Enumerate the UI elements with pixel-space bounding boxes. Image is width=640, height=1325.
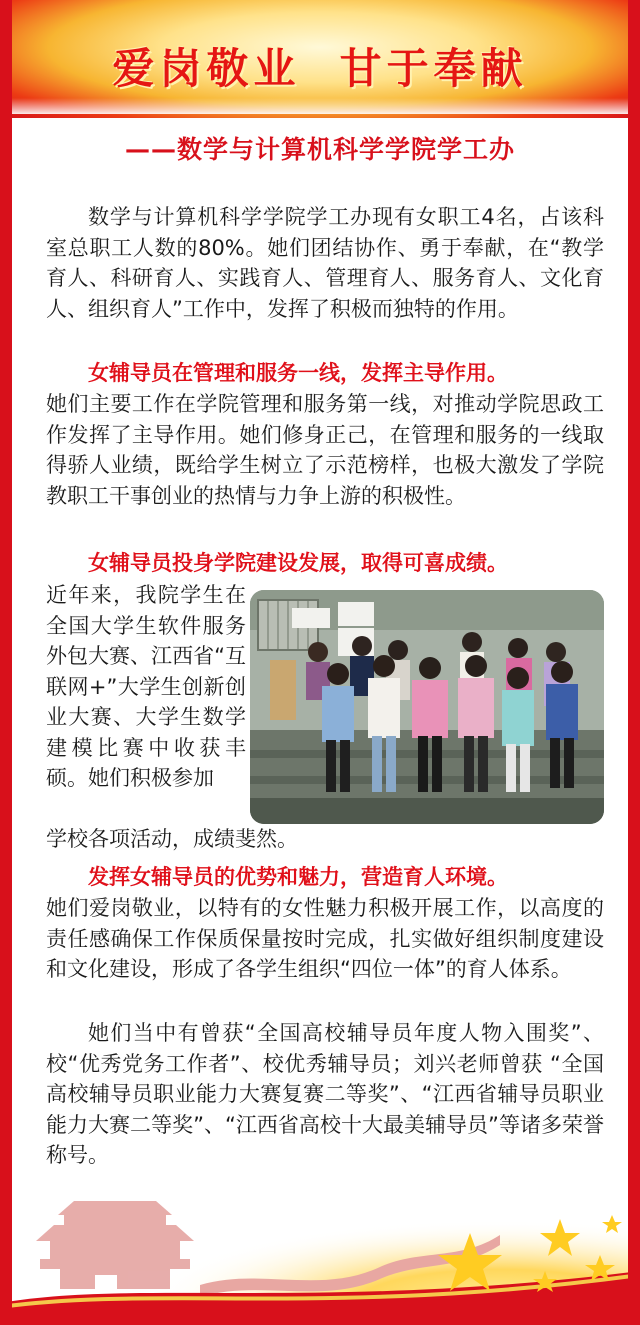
section-heading-development: 女辅导员投身学院建设发展，取得可喜成绩。 bbox=[88, 551, 508, 575]
decoration-illustration bbox=[0, 1175, 640, 1325]
paragraph-environment: 她们爱岗敬业，以特有的女性魅力积极开展工作，以高度的责任感确保工作保质保量按时完成，扎实做好组织制度建设和文化建设，形成了各学生组织“四位一体”的育人体系。 bbox=[46, 896, 604, 981]
page-title: 爱岗敬业 甘于奉献 bbox=[112, 44, 528, 93]
top-banner bbox=[0, 0, 640, 118]
paragraph-intro: 数学与计算机科学学院学工办现有女职工4名，占该科室总职工人数的80%。她们团结协作、勇于奉献，在“教学育人、科研育人、实践育人、管理育人、服务育人、文化育人、组织育人”工作中，发挥了积极而独特的作用。 bbox=[46, 205, 604, 321]
paragraph-achievements-tail: 学校各项活动，成绩斐然。 bbox=[46, 827, 298, 851]
group-photo-illustration bbox=[250, 590, 604, 824]
paragraph-achievements: 近年来，我院学生在全国大学生软件服务外包大赛、江西省“互联网+”大学生创新创业大赛、大学生数学建模比赛中收获丰硕。她们积极参加 bbox=[46, 583, 246, 790]
bottom-decoration bbox=[0, 1175, 640, 1325]
page-subtitle: ——数学与计算机科学学院学工办 bbox=[124, 135, 515, 164]
paragraph-honors: 她们当中有曾获“全国高校辅导员年度人物入围奖”、校“优秀党务工作者”、校优秀辅导员；刘兴老师曾获 “全国高校辅导员职业能力大赛复赛二等奖”、“江西省辅导员职业能力大赛二等奖”、“江西省高校十大最美辅导员”等诸多荣誉称号。 bbox=[46, 1021, 604, 1167]
paragraph-management: 她们主要工作在学院管理和服务第一线，对推动学院思政工作发挥了主导作用。她们修身正己，在管理和服务的一线取得骄人业绩，既给学生树立了示范榜样，也极大激发了学院教职工干事创业的热情与力争上游的积极性。 bbox=[46, 392, 604, 508]
section-heading-management: 女辅导员在管理和服务一线，发挥主导作用。 bbox=[88, 361, 508, 385]
section-heading-environment: 发挥女辅导员的优势和魅力，营造育人环境。 bbox=[88, 865, 508, 889]
banner-highlight bbox=[0, 98, 640, 114]
group-photo bbox=[250, 590, 604, 824]
